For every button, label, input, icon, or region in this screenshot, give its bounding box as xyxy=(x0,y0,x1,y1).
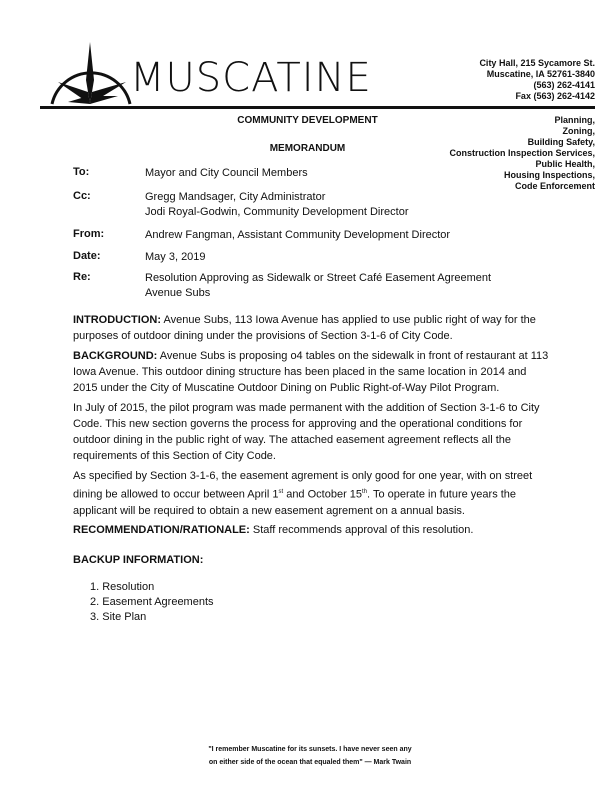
to-row xyxy=(73,166,525,181)
address-line: City Hall, 215 Sycamore St. xyxy=(479,58,595,68)
intro-text: Avenue Subs, 113 Iowa Avenue has applied to use public right of way for the purposes of outdoor dining under the provisions of Section 3-1-6 of City Code. xyxy=(73,314,536,342)
fax: Fax (563) 262-4142 xyxy=(515,91,595,101)
department-title: COMMUNITY DEVELOPMENT xyxy=(237,115,378,126)
cc-label: Cc: xyxy=(73,190,91,202)
backup-heading: BACKUP INFORMATION: xyxy=(73,554,204,566)
paragraph xyxy=(73,468,553,519)
paragraph: In July of 2015, the pilot program was made permanent with the addition of Section 3-1-6 to City Code. This new section governs the process for approving and the operational conditions for outdoor dining in the public right of way. The attached easement agreement reflects all the requirements of this Section of City Code. xyxy=(73,402,540,462)
superscript: th xyxy=(362,489,368,495)
text: and October 15 xyxy=(283,488,363,501)
division: Planning, xyxy=(554,115,595,125)
division: Zoning, xyxy=(562,126,595,136)
background-paragraph xyxy=(73,348,553,396)
division: Public Health, xyxy=(535,159,595,169)
background-label: BACKGROUND: xyxy=(73,350,158,362)
cc-value: Gregg Mandsager, City Administrator xyxy=(145,191,326,203)
list-item: 2. Easement Agreements xyxy=(90,596,214,608)
quote-line: on either side of the ocean that equaled them" — Mark Twain xyxy=(208,759,412,766)
division: Housing Inspections, xyxy=(503,170,595,180)
from-row xyxy=(73,228,525,243)
superscript: st xyxy=(278,489,284,495)
footer-quote xyxy=(150,743,470,769)
introduction-paragraph xyxy=(73,312,553,344)
cc-row xyxy=(73,190,525,220)
text: . To operate in future years the applicant will be required to obtain a new easement agrement on a annual basis. xyxy=(73,488,517,517)
from-label: From: xyxy=(73,228,105,240)
rec-label: RECOMMENDATION/RATIONALE: xyxy=(73,524,250,536)
date-value: May 3, 2019 xyxy=(145,251,206,263)
date-row xyxy=(73,250,525,265)
re-value: Resolution Approving as Sidewalk or Street Café Easement Agreement Avenue Subs xyxy=(145,272,492,299)
quote-line: "I remember Muscatine for its sunsets. I have never seen any xyxy=(208,746,412,753)
phone: (563) 262-4141 xyxy=(533,80,595,90)
memorandum-title: MEMORANDUM xyxy=(269,143,346,154)
intro-label: INTRODUCTION: xyxy=(73,314,161,326)
header-divider xyxy=(40,106,595,109)
re-label: Re: xyxy=(73,271,91,283)
division: Construction Inspection Services, xyxy=(449,148,595,158)
to-value: Mayor and City Council Members xyxy=(145,167,308,179)
from-value: Andrew Fangman, Assistant Community Development Director xyxy=(145,229,451,241)
division: Code Enforcement xyxy=(514,181,595,191)
to-label: To: xyxy=(73,166,90,178)
address-line: Muscatine, IA 52761-3840 xyxy=(486,69,595,79)
muscatine-logo-icon xyxy=(48,40,133,106)
background-text: Avenue Subs is proposing o4 tables on the sidewalk in front of restaurant at 113 Iowa Avenue. This outdoor dining structure has been placed in the same location in 2014 and 2015 under the City of Muscatine Outdoor Dining on Public Right-of-Way Pilot Program. xyxy=(73,350,549,394)
date-label: Date: xyxy=(73,250,101,262)
re-row xyxy=(73,271,525,301)
division: Building Safety, xyxy=(527,137,595,147)
list-item: 3. Site Plan xyxy=(90,611,147,623)
cc-value: Jodi Royal-Godwin, Community Development Director xyxy=(145,206,409,218)
rec-text: Staff recommends approval of this resolution. xyxy=(249,524,474,536)
recommendation-paragraph xyxy=(73,522,553,538)
logo-text: MUSCATINE xyxy=(130,55,372,101)
list-item: 1. Resolution xyxy=(90,581,155,593)
address-block xyxy=(479,58,595,102)
backup-list xyxy=(90,580,214,625)
text: As specified by Section 3-1-6, the easement agrement is only good for one year, with on street dining be allowed to occur between April 1 xyxy=(73,470,533,501)
